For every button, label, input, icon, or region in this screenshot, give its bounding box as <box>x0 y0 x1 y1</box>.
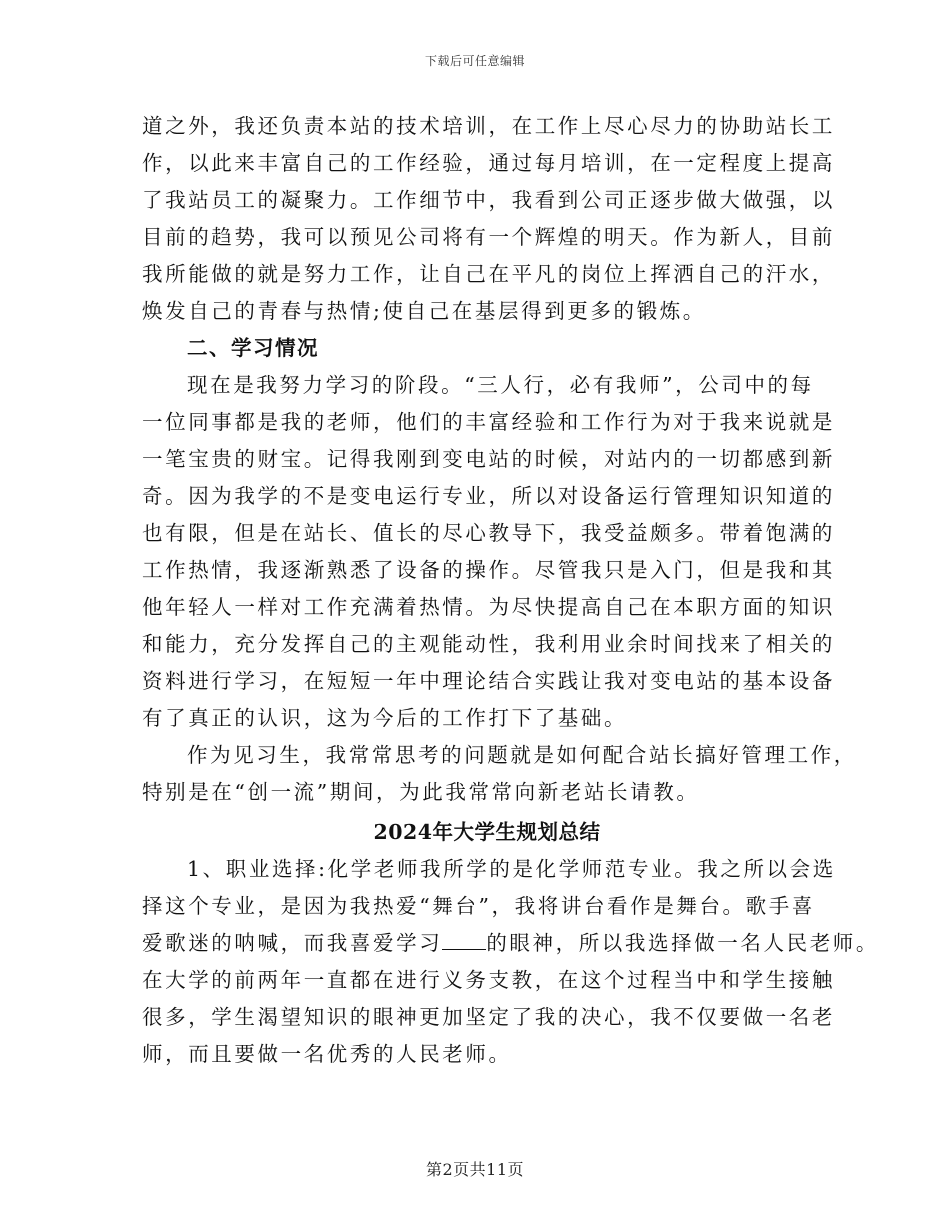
document-body <box>142 108 880 1073</box>
body-line: 道之外，我还负责本站的技术培训，在工作上尽心尽力的协助站长工 <box>142 114 835 138</box>
body-line: 我所能做的就是努力工作，让自己在平凡的岗位上挥洒自己的汗水， <box>142 262 835 286</box>
body-line: 师，而且要做一名优秀的人民老师。 <box>142 1042 512 1066</box>
body-line: 作为见习生，我常常思考的问题就是如何配合站长搞好管理工作， <box>187 743 857 767</box>
body-line: 一笔宝贵的财宝。记得我刚到变电站的时候，对站内的一切都感到新 <box>142 447 835 471</box>
section-heading-study: 二、学习情况 <box>187 336 319 360</box>
body-line: 择这个专业，是因为我热爱“舞台”，我将讲台看作是舞台。歌手喜 <box>142 894 815 918</box>
fill-in-blank <box>442 931 486 950</box>
document-title: 2024年大学生规划总结 <box>373 820 601 844</box>
body-line: 资料进行学习，在短短一年中理论结合实践让我对变电站的基本设备 <box>142 669 835 693</box>
body-line: 作，以此来丰富自己的工作经验，通过每月培训，在一定程度上提高 <box>142 151 835 175</box>
body-line: 工作热情，我逐渐熟悉了设备的操作。尽管我只是入门，但是我和其 <box>142 558 835 582</box>
body-line: 很多，学生渴望知识的眼神更加坚定了我的决心，我不仅要做一名老 <box>142 1005 835 1029</box>
body-line: 1、职业选择:化学老师我所学的是化学师范专业。我之所以会选 <box>187 857 836 881</box>
body-line: 奇。因为我学的不是变电运行专业，所以对设备运行管理知识知道的 <box>142 484 835 508</box>
body-line: 现在是我努力学习的阶段。“三人行，必有我师”，公司中的每 <box>187 373 814 397</box>
body-line: 一位同事都是我的老师，他们的丰富经验和工作行为对于我来说就是 <box>142 410 835 434</box>
body-line: 目前的趋势，我可以预见公司将有一个辉煌的明天。作为新人，目前 <box>142 225 835 249</box>
body-line: 有了真正的认识，这为今后的工作打下了基础。 <box>142 706 628 730</box>
page-header: 下载后可任意编辑 <box>424 54 525 68</box>
line-text-before-blank: 爱歌迷的呐喊，而我喜爱学习 <box>142 931 443 955</box>
body-line: 在大学的前两年一直都在进行义务支教，在这个过程当中和学生接触 <box>142 968 835 992</box>
body-line: 和能力，充分发挥自己的主观能动性，我利用业余时间找来了相关的 <box>142 632 835 656</box>
body-line-with-blank <box>142 925 880 962</box>
page-footer: 第2页共11页 <box>425 1160 525 1179</box>
body-line: 他年轻人一样对工作充满着热情。为尽快提高自己在本职方面的知识 <box>142 595 835 619</box>
body-line: 焕发自己的青春与热情;使自己在基层得到更多的锻炼。 <box>142 299 706 323</box>
body-line: 也有限，但是在站长、值长的尽心教导下，我受益颇多。带着饱满的 <box>142 521 835 545</box>
body-line: 特别是在“创一流”期间，为此我常常向新老站长请教。 <box>142 780 700 804</box>
body-line: 了我站员工的凝聚力。工作细节中，我看到公司正逐步做大做强，以 <box>142 188 835 212</box>
line-text-after-blank: 的眼神，所以我选择做一名人民老师。 <box>486 931 880 955</box>
